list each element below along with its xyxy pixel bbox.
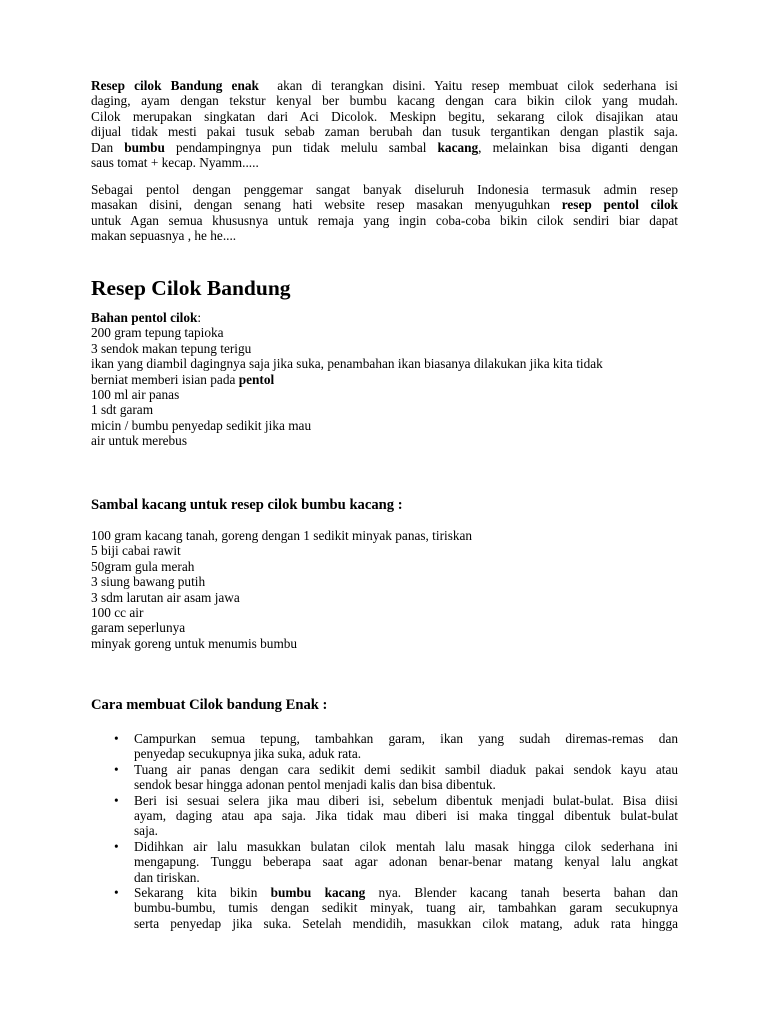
cara-heading: Cara membuat Cilok bandung Enak : (91, 697, 328, 713)
ingredient-item: micin / bumbu penyedap sedikit jika mau (91, 417, 312, 433)
ingredient-item: 3 sendok makan tepung terigu (91, 340, 252, 356)
bullet-icon: • (114, 731, 119, 746)
intro-p1-line-5: Dan bumbu pendampingnya pun tidak melulu sambal kacang, melainkan bisa diganti dengan (91, 139, 678, 155)
list-item: • Sekarang kita bikin bumbu kacang nya. Blender kacang tanah beserta bahan dan bumbu-bumbu, tumis dengan sedikit minyak, tuang air, tambahkan garam secukupnya serta penyedap jika suka. Setelah mendidih, masukkan cilok matang, aduk rata hingga (114, 885, 678, 931)
intro-p2-line-4: makan sepuasnya , he he.... (91, 228, 237, 244)
steps-list (91, 731, 678, 931)
sambal-list (91, 528, 678, 651)
ingredient-item: 1 sdt garam (91, 402, 154, 418)
intro-p1-line-3: Cilok merupakan singkatan dari Aci Dicolok. Meskipn begitu, sekarang cilok disajikan atau (91, 108, 678, 124)
sambal-item: 100 gram kacang tanah, goreng dengan 1 sedikit minyak panas, tiriskan (91, 528, 473, 543)
bullet-icon: • (114, 885, 119, 901)
list-item: • Tuang air panas dengan cara sedikit demi sedikit sambil diaduk pakai sendok kayu atau sendok besar hingga adonan pentol menjadi kalis dan bisa dibentuk. (114, 761, 678, 793)
list-item: • Beri isi sesuai selera jika mau diberi isi, sebelum dibentuk menjadi bulat-bulat. Bisa diisi ayam, daging atau apa saja. Jika tidak mau diberi isi maka tinggal dibentuk bulat-bulat saja. (114, 792, 678, 839)
intro-bold-lead: Resep cilok Bandung enak (91, 78, 259, 93)
intro-p2-line-2: masakan disini, dengan senang hati website resep masakan menyuguhkan resep pentol cilok (91, 197, 678, 213)
sambal-item: minyak goreng untuk menumis bumbu (91, 635, 298, 651)
ingredients-list (91, 310, 678, 449)
ingredient-item: 200 gram tepung tapioka (91, 325, 224, 341)
ingredient-item: ikan yang diambil dagingnya saja jika suka, penambahan ikan biasanya dilakukan jika kita tidak (91, 356, 603, 372)
bullet-icon: • (114, 838, 119, 854)
ingredients-label: Bahan pentol cilok: (91, 310, 202, 325)
sambal-item: 50gram gula merah (91, 558, 195, 574)
list-item: • Campurkan semua tepung, tambahkan garam, ikan yang sudah diremas-remas dan penyedap secukupnya jika suka, aduk rata. (114, 731, 678, 762)
ingredient-item-cont: berniat memberi isian pada pentol (91, 371, 275, 387)
ingredient-item: 100 ml air panas (91, 387, 180, 403)
bullet-icon: • (114, 761, 119, 777)
ingredient-item: air untuk merebus (91, 433, 188, 449)
intro-p2-line-3: untuk Agan semua khususnya untuk remaja yang ingin coba-coba bikin cilok sendiri biar dapat (91, 212, 678, 228)
sambal-heading: Sambal kacang untuk resep cilok bumbu kacang : (91, 497, 403, 513)
sambal-item: 3 sdm larutan air asam jawa (91, 589, 240, 605)
sambal-item: 5 biji cabai rawit (91, 543, 181, 559)
bullet-icon: • (114, 792, 119, 808)
sambal-item: 3 siung bawang putih (91, 574, 206, 590)
intro-paragraph-1 (91, 78, 678, 170)
intro-p1-line-6: saus tomat + kecap. Nyamm..... (91, 155, 259, 171)
sambal-item: 100 cc air (91, 605, 144, 621)
sambal-item: garam seperlunya (91, 620, 186, 636)
intro-p1-line-2: daging, ayam dengan tekstur kenyal ber bumbu kacang dengan cara bikin cilok yang mudah. (91, 93, 678, 109)
intro-p1-line-4: dijual tidak mesti pakai tusuk sebab zaman berubah dan tusuk tergantikan dengan plastik saja. (91, 124, 678, 140)
list-item: • Didihkan air lalu masukkan bulatan cilok mentah lalu masak hingga cilok sederhana ini mengapung. Tunggu beberapa saat agar adonan benar-benar matang kenyal lalu angkat dan tiriskan. (114, 838, 678, 885)
intro-paragraph-2 (91, 182, 678, 244)
intro-p2-line-1: Sebagai pentol dengan penggemar sangat banyak diseluruh Indonesia termasuk admin resep (91, 182, 678, 197)
recipe-title: Resep Cilok Bandung (91, 276, 291, 300)
intro-p1-line-1: Resep cilok Bandung enak akan di terangkan disini. Yaitu resep membuat cilok sederhana isi (91, 78, 678, 93)
